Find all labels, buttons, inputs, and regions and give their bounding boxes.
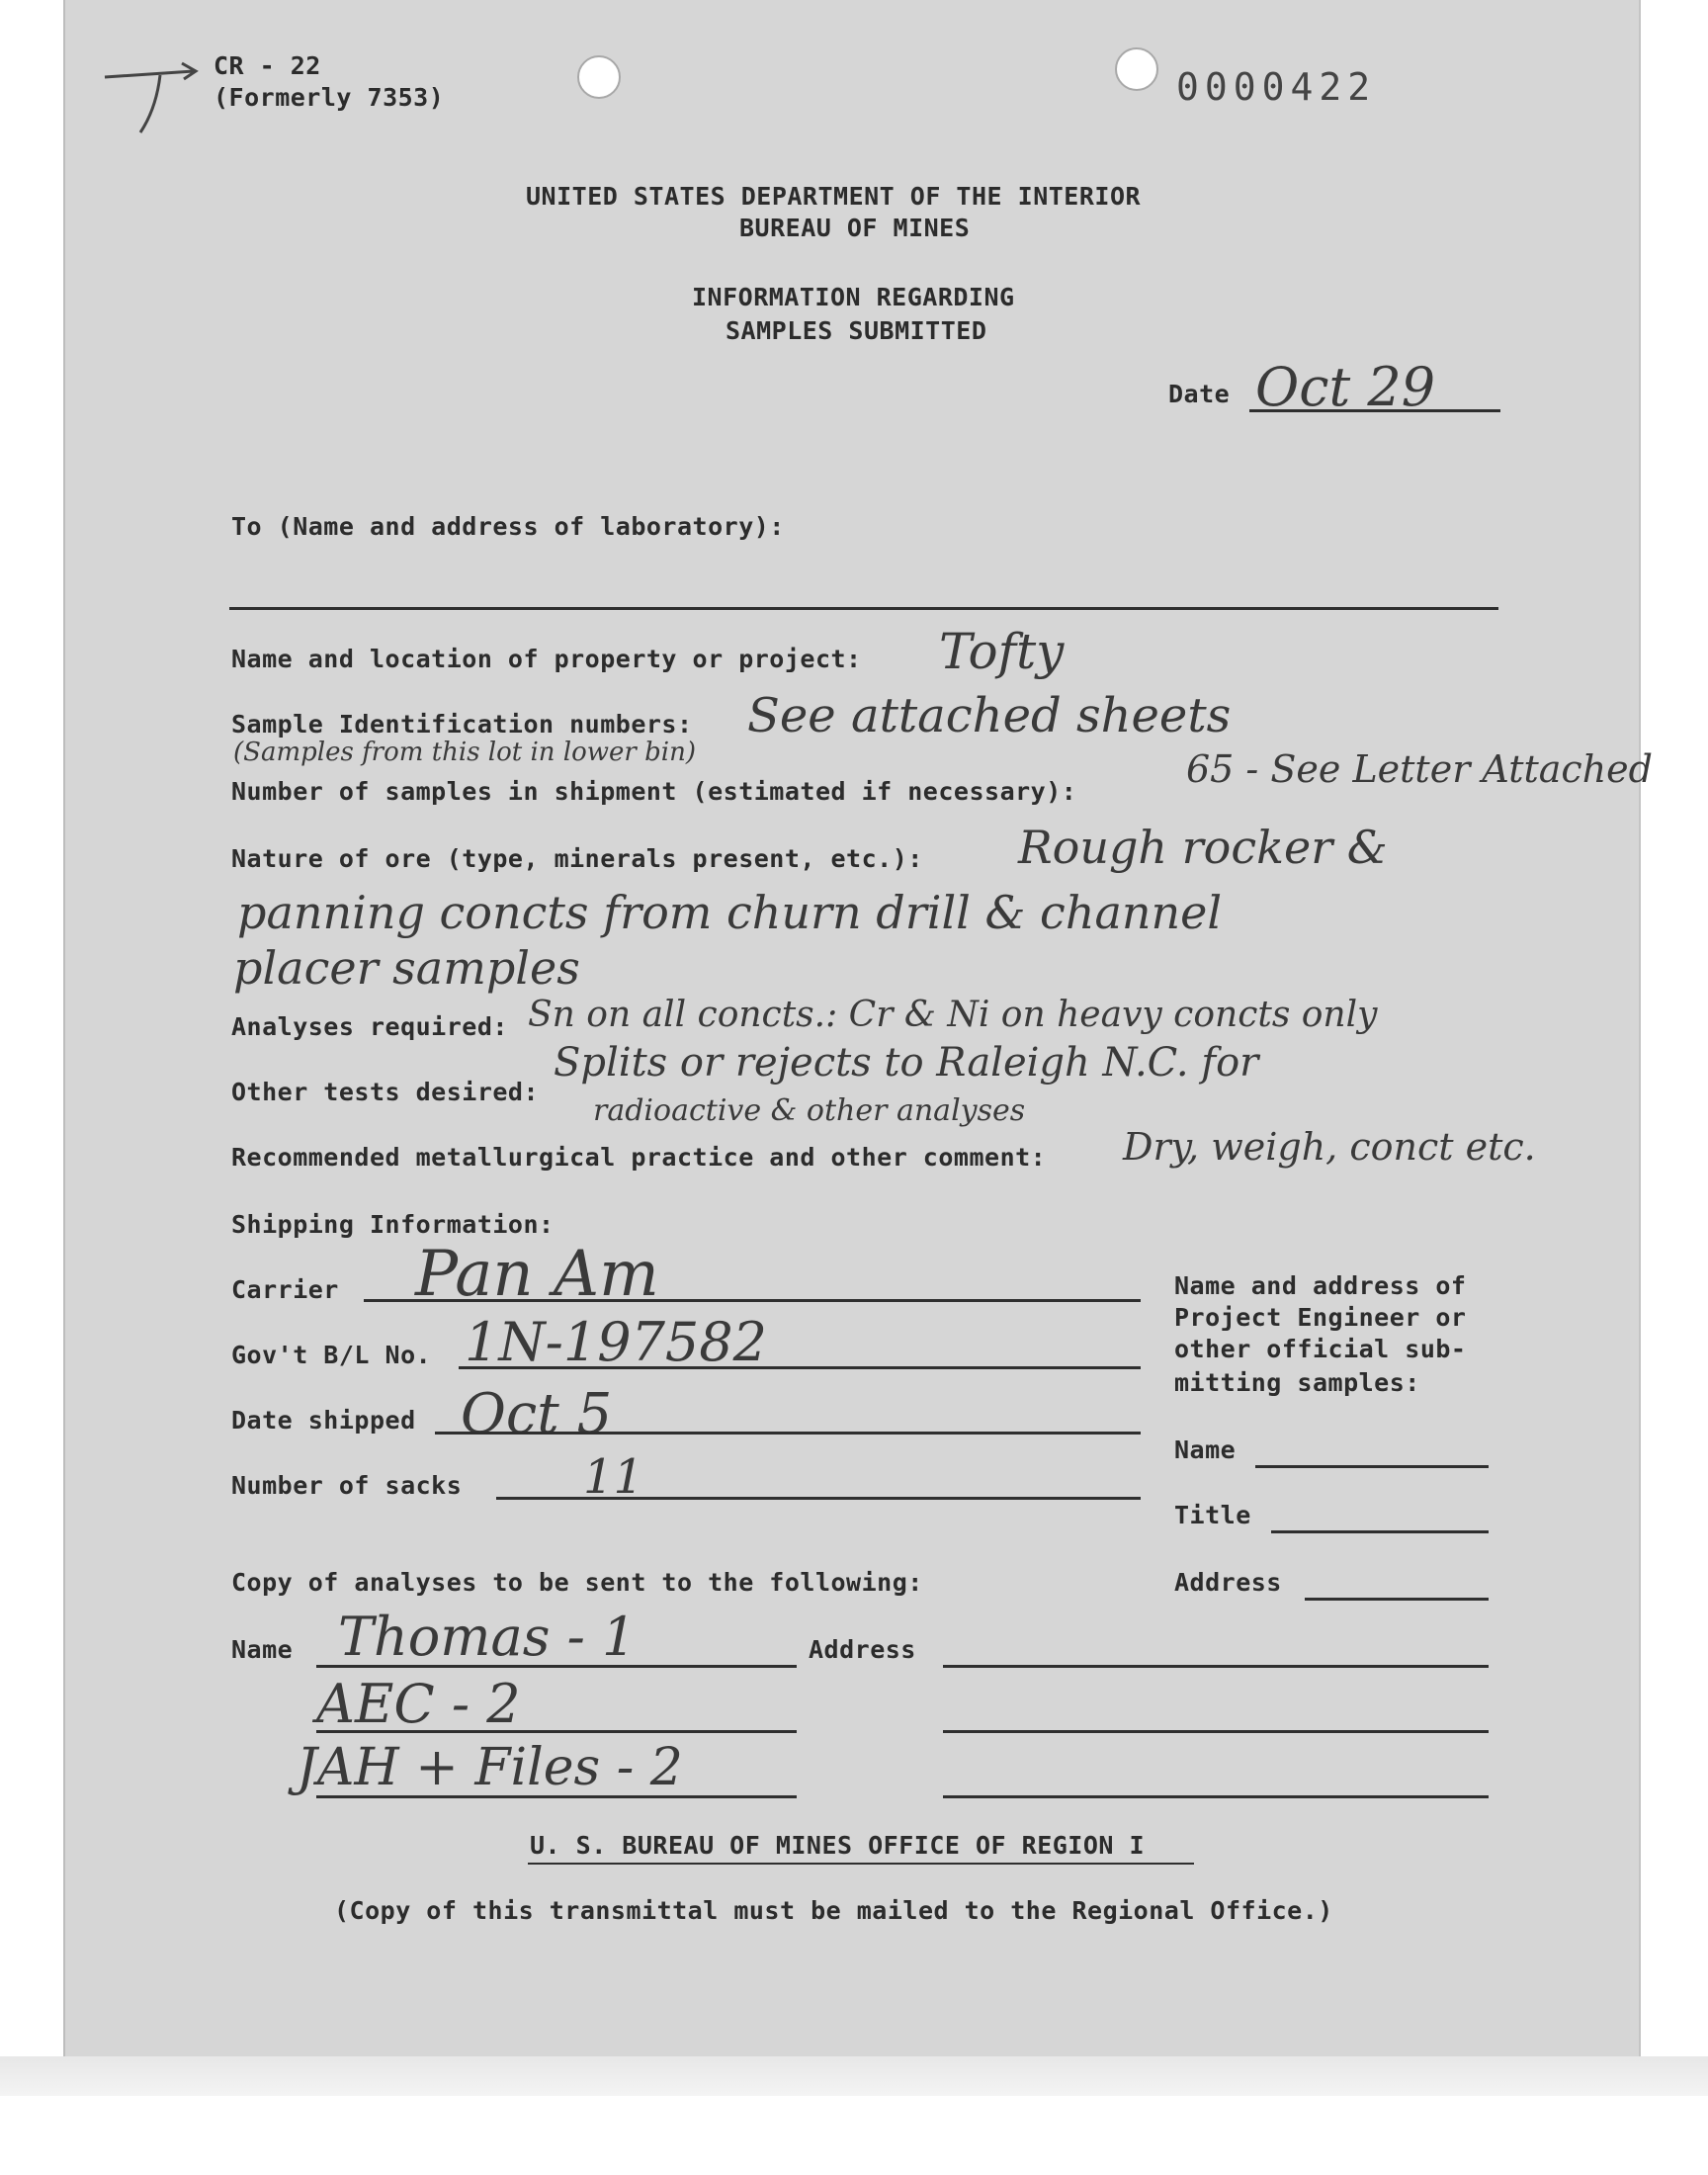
ore-value-line1: Rough rocker &: [1018, 821, 1388, 874]
ore-value-line3: placer samples: [233, 941, 580, 995]
form-number: CR - 22: [214, 51, 321, 80]
carrier-line: [364, 1299, 1141, 1302]
bureau-heading: BUREAU OF MINES: [739, 214, 971, 242]
date-shipped-line: [435, 1432, 1141, 1435]
other-tests-label: Other tests desired:: [231, 1078, 540, 1106]
regional-office-underline: [528, 1863, 1194, 1865]
num-samples-label: Number of samples in shipment (estimated if necessary):: [231, 777, 1077, 806]
date-shipped-value: Oct 5: [461, 1382, 613, 1446]
punch-hole-left: [577, 55, 621, 99]
engineer-caption-line4: mitting samples:: [1174, 1368, 1420, 1397]
sample-id-note: (Samples from this lot in lower bin): [233, 738, 696, 767]
analyses-label: Analyses required:: [231, 1012, 508, 1041]
property-label: Name and location of property or project:: [231, 645, 862, 673]
bl-value: 1N-197582: [465, 1311, 767, 1373]
bl-line: [459, 1366, 1141, 1369]
copy-address-line-3: [943, 1795, 1489, 1798]
engineer-caption-line3: other official sub-: [1174, 1335, 1467, 1363]
form-formerly: (Formerly 7353): [214, 83, 445, 112]
ore-value-line2: panning concts from churn drill & channel: [237, 886, 1223, 939]
date-label: Date: [1168, 380, 1231, 408]
copy-name-line-2: [316, 1730, 797, 1733]
date-underline: [1249, 409, 1500, 412]
engineer-address-label: Address: [1174, 1568, 1282, 1597]
date-shipped-label: Date shipped: [231, 1406, 416, 1435]
copy-address-line-1: [943, 1665, 1489, 1668]
stamp-number: 0000422: [1176, 65, 1377, 109]
copy-recipient: AEC - 2: [316, 1673, 521, 1735]
engineer-name-line: [1255, 1465, 1489, 1468]
scan-bottom-edge: [0, 2056, 1708, 2096]
form-title-line2: SAMPLES SUBMITTED: [726, 316, 987, 345]
carrier-label: Carrier: [231, 1275, 339, 1304]
metallurgical-label: Recommended metallurgical practice and other comment:: [231, 1143, 1047, 1172]
engineer-caption-line2: Project Engineer or: [1174, 1303, 1467, 1332]
sample-id-label: Sample Identification numbers:: [231, 710, 693, 739]
engineer-title-label: Title: [1174, 1501, 1251, 1529]
engineer-name-label: Name: [1174, 1436, 1237, 1464]
bl-label: Gov't B/L No.: [231, 1341, 432, 1369]
copies-label: Copy of analyses to be sent to the following:: [231, 1568, 923, 1597]
shipping-title: Shipping Information:: [231, 1210, 555, 1239]
sacks-line: [496, 1497, 1141, 1500]
regional-office-heading: U. S. BUREAU OF MINES OFFICE OF REGION I: [530, 1831, 1146, 1860]
laboratory-address-line: [229, 607, 1498, 610]
form-title-line1: INFORMATION REGARDING: [692, 283, 1015, 311]
metallurgical-value: Dry, weigh, conct etc.: [1123, 1125, 1536, 1169]
num-samples-value: 65 - See Letter Attached: [1186, 747, 1653, 791]
copy-address-line-2: [943, 1730, 1489, 1733]
engineer-title-line: [1271, 1530, 1489, 1533]
copies-address-label: Address: [809, 1635, 916, 1664]
copy-recipient: JAH + Files - 2: [297, 1738, 683, 1797]
engineer-caption-line1: Name and address of: [1174, 1271, 1467, 1300]
handwritten-arrow-icon: [99, 49, 217, 138]
copy-recipient: Thomas - 1: [338, 1606, 637, 1668]
ore-label: Nature of ore (type, minerals present, etc.):: [231, 844, 923, 873]
carrier-value: Pan Am: [415, 1238, 659, 1311]
sample-id-value: See attached sheets: [747, 688, 1232, 743]
department-heading: UNITED STATES DEPARTMENT OF THE INTERIOR: [526, 182, 1142, 211]
punch-hole-right: [1115, 47, 1158, 91]
date-value: Oct 29: [1255, 356, 1436, 418]
sacks-label: Number of sacks: [231, 1471, 463, 1500]
to-laboratory-label: To (Name and address of laboratory):: [231, 512, 785, 541]
copy-name-line-1: [316, 1665, 797, 1668]
other-tests-value-line1: Splits or rejects to Raleigh N.C. for: [554, 1040, 1259, 1086]
other-tests-value-line2: radioactive & other analyses: [593, 1093, 1026, 1128]
engineer-address-line: [1305, 1598, 1489, 1601]
footer-note: (Copy of this transmittal must be mailed to the Regional Office.): [334, 1896, 1333, 1925]
copy-name-line-3: [316, 1795, 797, 1798]
analyses-value: Sn on all concts.: Cr & Ni on heavy concts only: [528, 995, 1378, 1035]
copies-name-label: Name: [231, 1635, 294, 1664]
sacks-value: 11: [583, 1449, 644, 1505]
property-value: Tofty: [939, 623, 1065, 680]
